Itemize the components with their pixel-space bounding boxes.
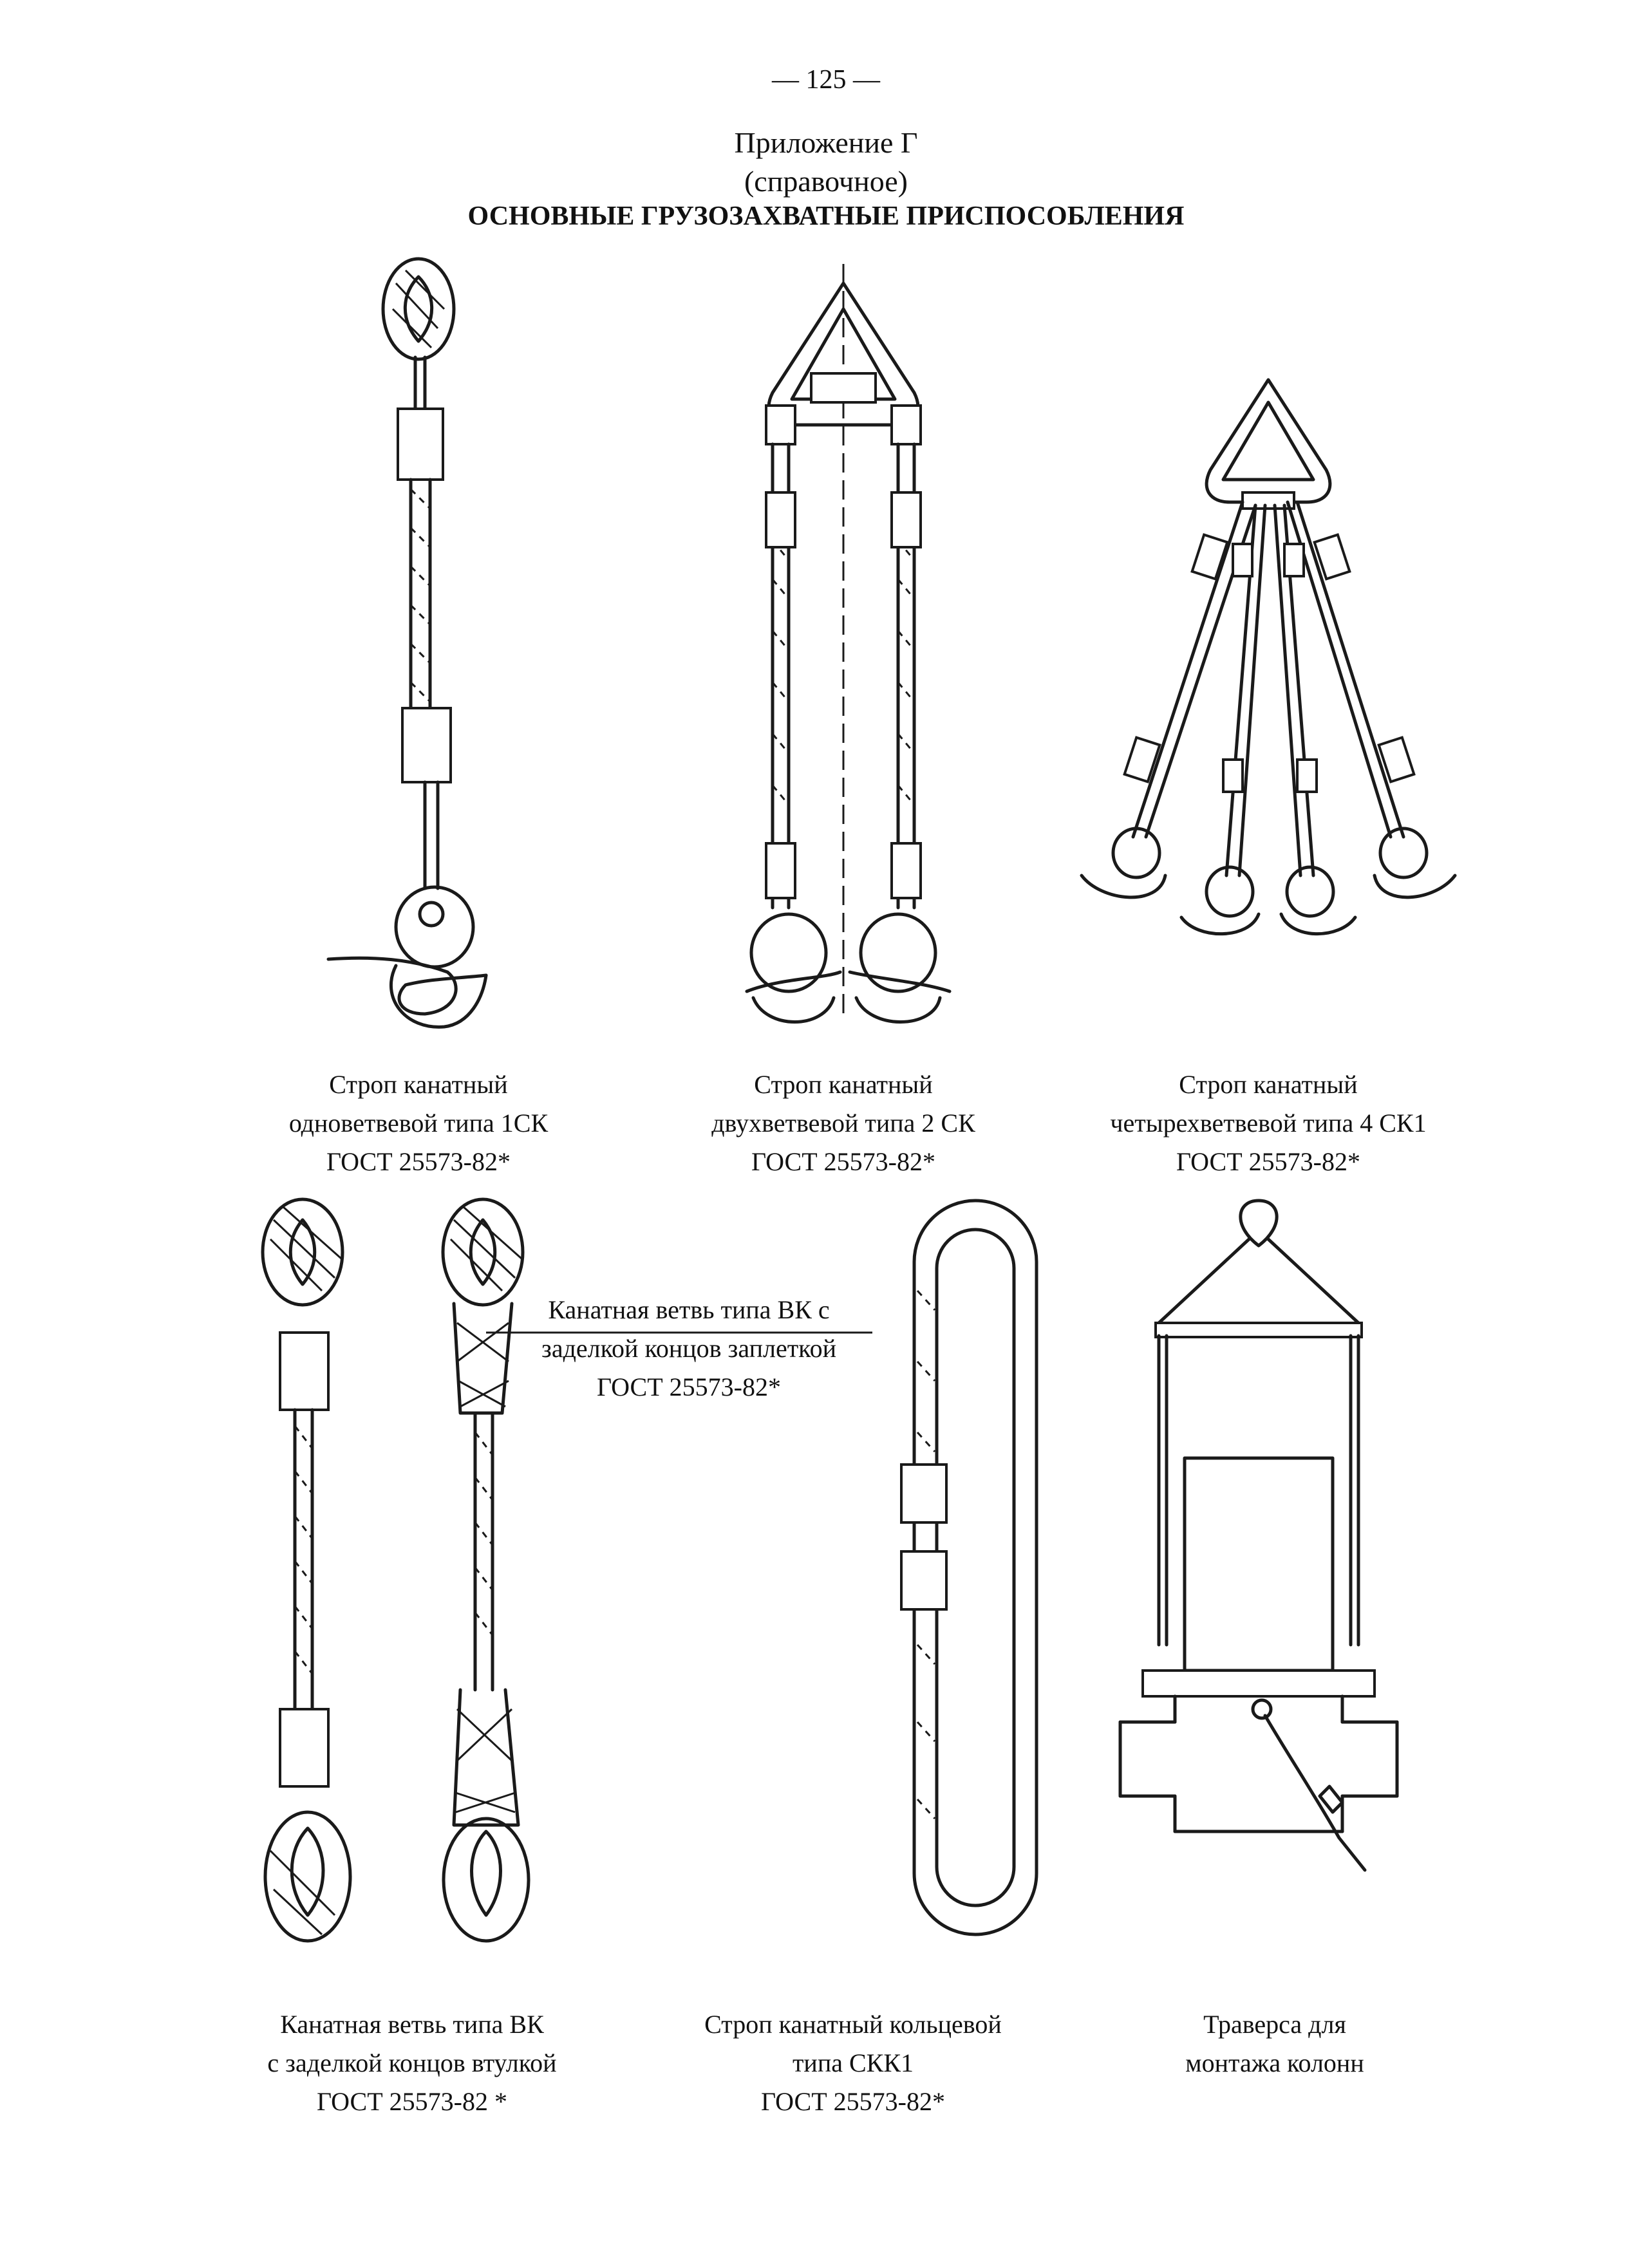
sling-4sk1-drawing <box>1069 373 1468 940</box>
caption-vk-bushing-line2: с заделкой концов втулкой <box>267 2048 557 2077</box>
appendix-note: (справочное) <box>744 165 908 198</box>
caption-traverse-line2: монтажа колонн <box>1185 2048 1364 2077</box>
caption-traverse-line1: Траверса для <box>1203 2010 1346 2039</box>
caption-skk1 <box>653 2005 1053 2121</box>
caption-4sk1-line1: Строп канатный <box>1179 1070 1358 1099</box>
column-traverse-drawing <box>1120 1194 1397 1915</box>
caption-2sk-line1: Строп канатный <box>754 1070 933 1099</box>
caption-4sk1 <box>1062 1065 1474 1181</box>
caption-skk1-line2: типа СКК1 <box>792 2048 914 2077</box>
sling-skk1-drawing <box>901 1194 1049 1941</box>
caption-vk-splice <box>509 1291 869 1407</box>
caption-1sk-line2: одноветвевой типа 1СК <box>288 1109 549 1138</box>
caption-2sk-line2: двухветвевой типа 2 СК <box>711 1109 975 1138</box>
caption-vk-bushing-line1: Канатная ветвь типа ВК <box>280 2010 544 2039</box>
caption-vk-splice-line1: Канатная ветвь типа ВК с <box>548 1295 830 1324</box>
caption-2sk-line3: ГОСТ 25573-82* <box>751 1147 935 1176</box>
caption-vk-splice-line2: заделкой концов заплеткой <box>541 1334 836 1363</box>
sling-1sk-drawing <box>335 258 528 1030</box>
appendix-heading: Приложение Г <box>734 126 918 159</box>
caption-4sk1-line2: четырехветвевой типа 4 СК1 <box>1110 1109 1427 1138</box>
caption-1sk-line1: Строп канатный <box>329 1070 508 1099</box>
page-title: ОСНОВНЫЕ ГРУЗОЗАХВАТНЫЕ ПРИСПОСОБЛЕНИЯ <box>467 201 1185 231</box>
page-number: — 125 — <box>772 65 880 95</box>
caption-vk-splice-line3: ГОСТ 25573-82* <box>597 1372 781 1401</box>
caption-2sk <box>670 1065 1017 1181</box>
caption-skk1-line1: Строп канатный кольцевой <box>704 2010 1002 2039</box>
caption-traverse <box>1094 2005 1455 2083</box>
caption-4sk1-line3: ГОСТ 25573-82* <box>1176 1147 1360 1176</box>
caption-skk1-line3: ГОСТ 25573-82* <box>761 2087 945 2116</box>
vk-bushing-drawing <box>245 1194 373 1947</box>
caption-vk-bushing-line3: ГОСТ 25573-82 * <box>317 2087 507 2116</box>
caption-1sk-line3: ГОСТ 25573-82* <box>326 1147 511 1176</box>
caption-vk-bushing <box>232 2005 592 2121</box>
caption-1sk <box>264 1065 573 1181</box>
sling-2sk-drawing <box>727 258 959 1030</box>
